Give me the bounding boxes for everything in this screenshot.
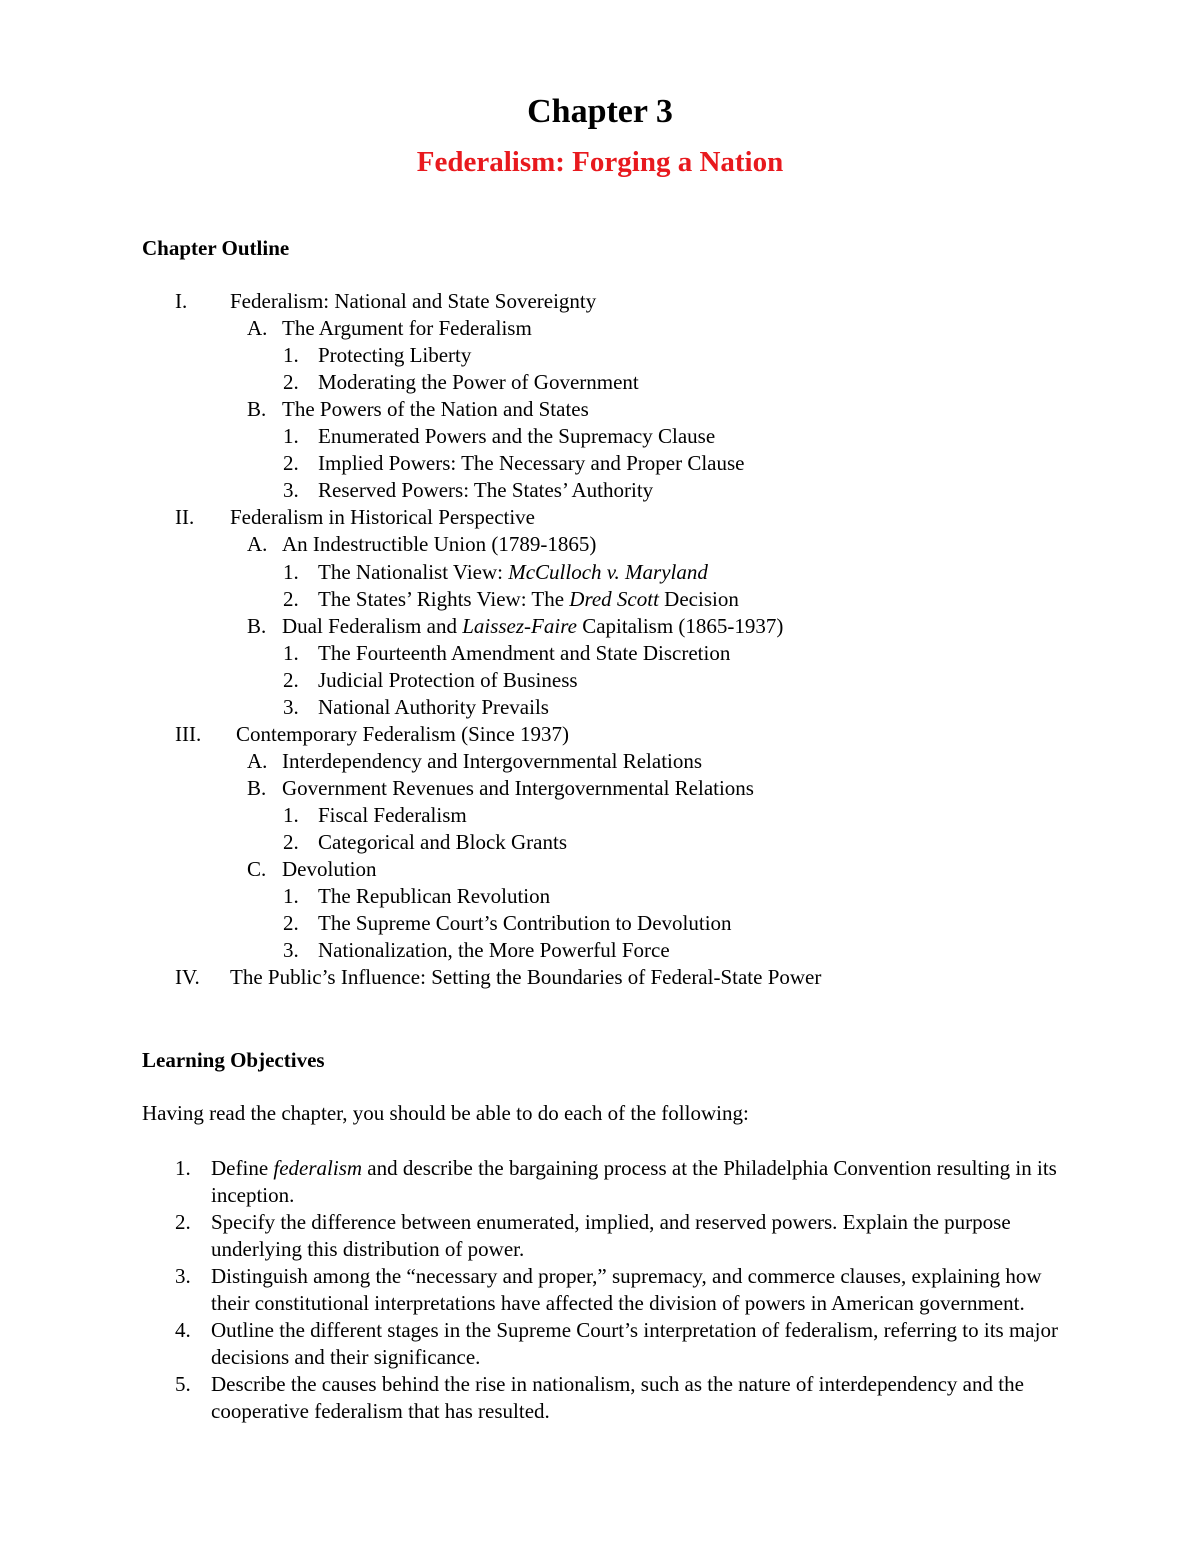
outline-item-text [318, 559, 708, 586]
objective-text: Specify the difference between enumerated, implied, and reserved powers. Explain the purpose underlying this distribution of power. [211, 1210, 1011, 1261]
outline-item-marker: B. [247, 775, 267, 800]
outline-item-marker: 1. [283, 424, 299, 449]
outline-item-text: Nationalization, the More Powerful Force [318, 938, 670, 963]
outline-item-text: Devolution [282, 857, 377, 882]
objective-text: Distinguish among the “necessary and proper,” supremacy, and commerce clauses, explaining how their constitutional interpretations have affected the division of powers in American government. [211, 1264, 1042, 1315]
outline-item-marker: 1. [283, 343, 299, 368]
objectives-intro: Having read the chapter, you should be able to do each of the following: [142, 1101, 749, 1125]
outline-item-italic: Dred Scott [569, 586, 659, 611]
outline-item-marker: 1. [283, 884, 299, 909]
outline-item-text: Implied Powers: The Necessary and Proper Clause [318, 451, 745, 476]
outline-item-marker: 3. [283, 478, 299, 503]
outline-item-text: The Fourteenth Amendment and State Discretion [318, 640, 731, 665]
objective-number: 3. [175, 1264, 191, 1288]
objectives-heading: Learning Objectives [142, 1048, 325, 1072]
outline-item-marker: 1. [283, 559, 299, 584]
objective-item [142, 1263, 1062, 1317]
outline-item-marker: 3. [283, 938, 299, 963]
outline-item-text: Moderating the Power of Government [318, 370, 639, 395]
outline-item-marker: 2. [283, 370, 299, 395]
outline-item-marker: I. [175, 289, 188, 313]
objective-item [142, 1371, 1062, 1425]
outline-item-marker: 2. [283, 667, 299, 692]
chapter-subtitle: Federalism: Forging a Nation [416, 146, 784, 178]
outline-item-marker: B. [247, 613, 267, 638]
objective-item [142, 1209, 1062, 1263]
objective-item [142, 1155, 1062, 1209]
outline-item-text: Fiscal Federalism [318, 802, 467, 827]
objective-number: 1. [175, 1156, 191, 1180]
chapter-title: Chapter 3 [527, 93, 673, 130]
outline-item-text: Government Revenues and Intergovernmental Relations [282, 775, 754, 800]
outline-item-marker: 1. [283, 640, 299, 665]
outline-item-marker: III. [175, 721, 202, 746]
objectives-list [142, 1155, 1062, 1425]
outline-item-marker: C. [247, 857, 267, 882]
outline-item-marker: A. [247, 748, 268, 773]
outline-item-marker: 2. [283, 911, 299, 936]
objective-text: Describe the causes behind the rise in nationalism, such as the nature of interdependency and the cooperative federalism that has resulted. [211, 1372, 1024, 1423]
outline-item-text-part: Decision [658, 586, 739, 611]
outline-item-text [318, 586, 739, 613]
outline-item-text: Contemporary Federalism (Since 1937) [236, 721, 570, 746]
outline-item-text-part: The States’ Rights View: The [318, 586, 570, 611]
objective-number: 2. [175, 1210, 191, 1234]
objective-number: 4. [175, 1318, 191, 1342]
objective-number: 5. [175, 1372, 191, 1396]
outline-item-text: Judicial Protection of Business [318, 667, 578, 692]
outline-item-italic: McCulloch v. Maryland [508, 559, 708, 584]
outline-item-marker: 3. [283, 694, 299, 719]
objective-item [142, 1317, 1062, 1371]
objective-text: Outline the different stages in the Supreme Court’s interpretation of federalism, referring to its major decisions and their significance. [211, 1318, 1058, 1369]
outline-item-text: National Authority Prevails [318, 694, 549, 719]
outline-item-marker: IV. [175, 965, 200, 990]
outline-item-text: Enumerated Powers and the Supremacy Clause [318, 424, 716, 449]
outline-item-text: The Powers of the Nation and States [282, 397, 589, 422]
outline-item-text: The Supreme Court’s Contribution to Devolution [318, 911, 732, 936]
outline-item-marker: 1. [283, 802, 299, 827]
outline-item-text: The Republican Revolution [318, 884, 551, 909]
outline-item-text-part: Dual Federalism and [282, 613, 463, 638]
outline-item-marker: A. [247, 316, 268, 341]
outline-item-text [282, 613, 783, 640]
outline-item-text: Federalism in Historical Perspective [230, 505, 536, 530]
outline-item-text: Interdependency and Intergovernmental Relations [282, 748, 703, 773]
outline-item-italic: Laissez-Faire [462, 613, 577, 638]
outline-item-marker: 2. [283, 586, 299, 611]
outline-item-marker: B. [247, 397, 267, 422]
objective-text: and describe the bargaining process at the Philadelphia Convention resulting in its inception. [211, 1156, 1057, 1207]
outline-heading: Chapter Outline [142, 236, 290, 260]
outline-item-text-part: Capitalism (1865-1937) [576, 613, 784, 638]
objective-text: Define [211, 1156, 274, 1180]
outline-item-marker: II. [175, 505, 195, 530]
outline-item-marker: A. [247, 532, 268, 557]
outline-item-text: Categorical and Block Grants [318, 830, 568, 854]
outline-item-text: Federalism: National and State Sovereignty [230, 289, 597, 313]
outline-item-text: The Argument for Federalism [282, 316, 532, 341]
objective-italic-term: federalism [273, 1156, 363, 1180]
outline-item-text: The Public’s Influence: Setting the Boundaries of Federal-State Power [230, 965, 822, 990]
outline-item-text-part: The Nationalist View: [318, 559, 509, 584]
outline-item-marker: 2. [283, 451, 299, 476]
outline-item-text: Reserved Powers: The States’ Authority [318, 478, 654, 503]
outline-item-marker: 2. [283, 830, 299, 854]
outline-item-text: Protecting Liberty [318, 343, 472, 368]
outline-item-text: An Indestructible Union (1789-1865) [282, 532, 597, 557]
